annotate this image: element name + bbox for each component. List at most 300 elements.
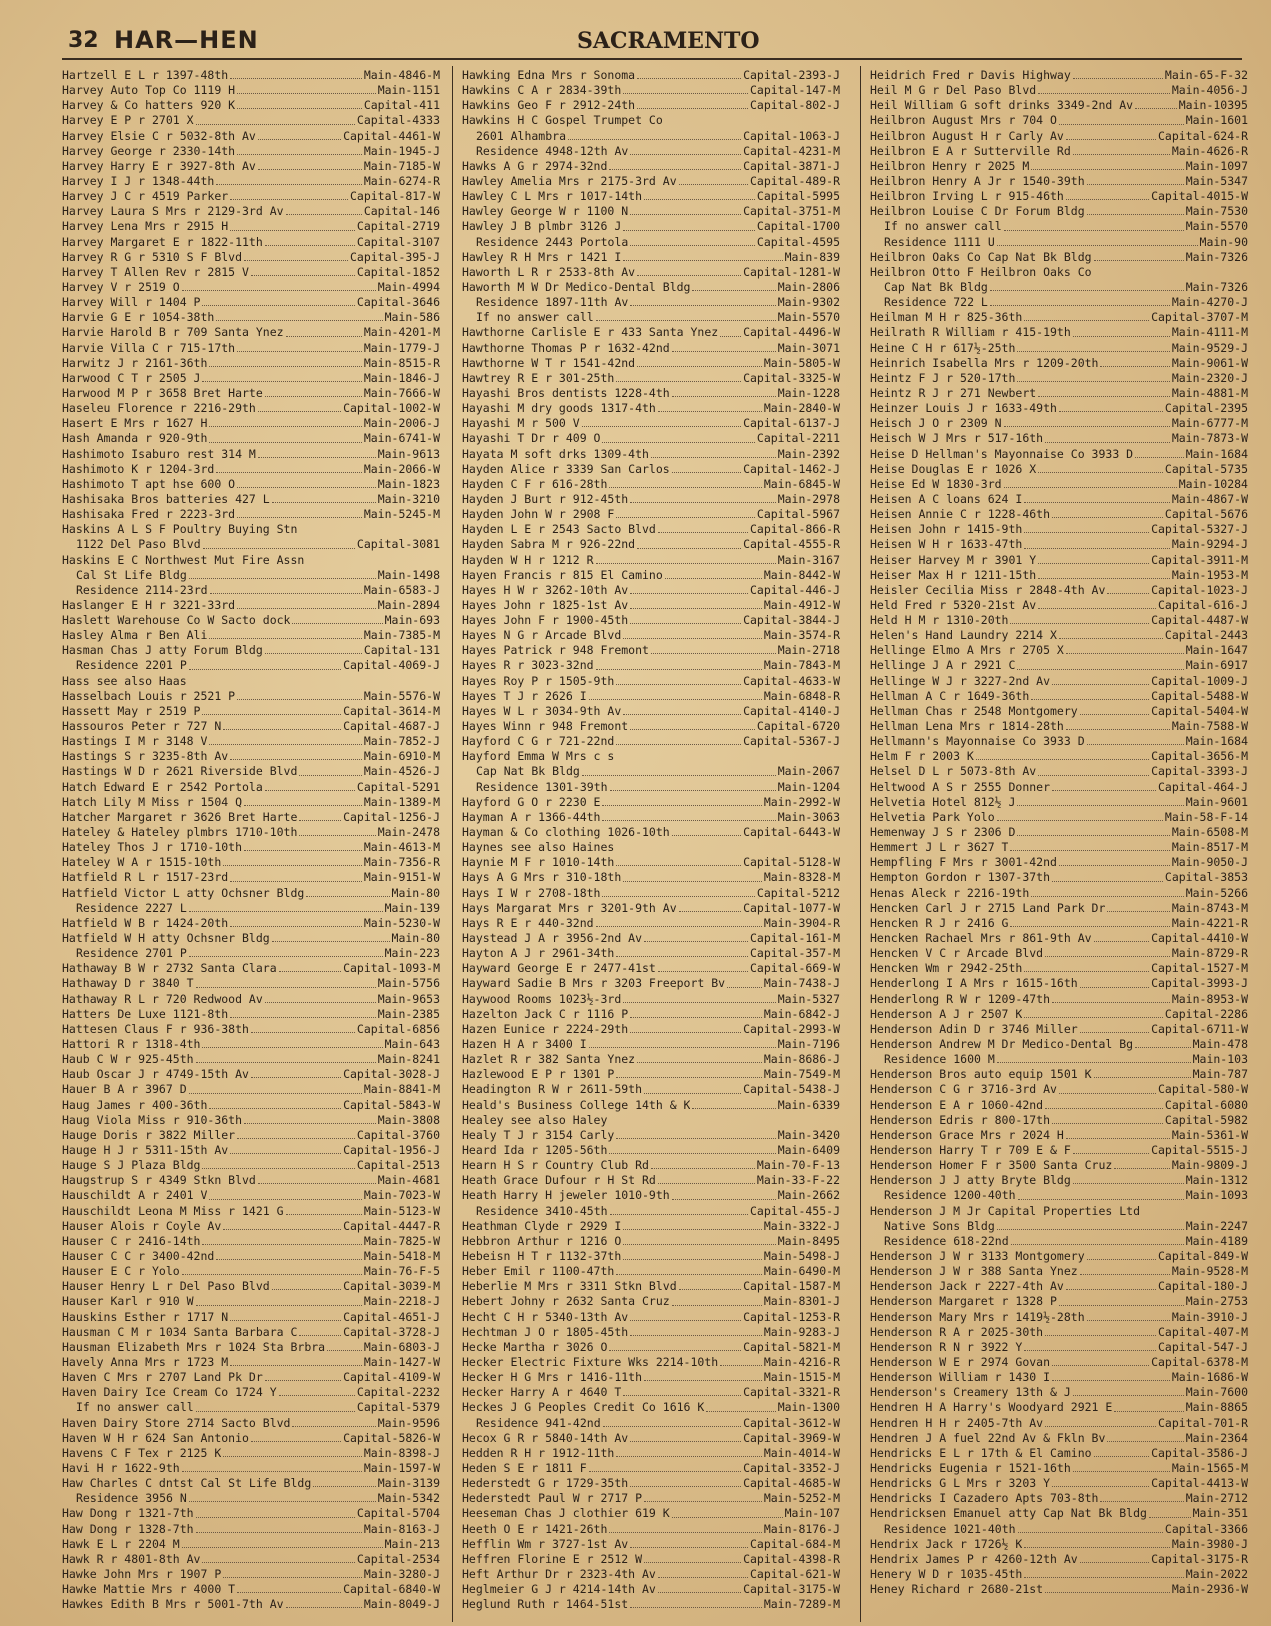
listing-phone: Capital-357-M — [749, 946, 840, 961]
listing-name: 1122 Del Paso Blvd — [76, 537, 201, 552]
leader-dots — [727, 976, 762, 987]
listing-phone: Main-1312 — [1185, 1173, 1248, 1188]
listing-entry — [870, 401, 1248, 416]
leader-dots — [202, 704, 341, 715]
leader-dots — [651, 447, 776, 458]
listing-phone: Capital-3614-M — [343, 703, 440, 718]
leader-dots — [230, 1007, 376, 1018]
listing-phone: Main-4867-W — [1171, 491, 1248, 506]
leader-dots — [210, 583, 362, 594]
listing-entry — [870, 719, 1248, 734]
listing-phone: Capital-5967 — [756, 507, 840, 522]
leader-dots — [230, 916, 362, 927]
listing-entry — [870, 1249, 1248, 1264]
listing-phone: Main-3280-J — [363, 1566, 440, 1581]
listing-phone: Main-2992-W — [763, 794, 840, 809]
listing-entry — [870, 1052, 1248, 1067]
leader-dots — [672, 825, 741, 836]
leader-dots — [651, 643, 776, 654]
listing-entry — [870, 356, 1248, 371]
listing-phone: Main-7196 — [777, 1037, 840, 1051]
listing-name: Haug Viola Miss r 910-36th — [62, 1112, 243, 1127]
listing-phone: Main-6848-R — [763, 688, 840, 703]
listing-phone: Main-3904-R — [763, 915, 840, 930]
listing-name: Helm F r 2003 K — [870, 749, 974, 764]
listing-name: Headington R W r 2611-59th — [462, 1082, 643, 1097]
listing-name: Hayes W L r 3034-9th Av — [462, 703, 622, 718]
listing-phone: Main-586 — [384, 310, 440, 325]
leader-dots — [1094, 931, 1150, 942]
leader-dots — [997, 810, 1163, 821]
leader-dots — [1073, 1143, 1149, 1154]
listing-entry — [462, 1582, 840, 1597]
leader-dots — [1073, 1461, 1170, 1472]
leader-dots — [623, 628, 762, 639]
listing-name: Hathaway D r 3840 T — [62, 976, 194, 991]
leader-dots — [1073, 144, 1170, 155]
listing-entry — [870, 371, 1248, 386]
listing-name: Held H M r 1310-20th — [870, 613, 1009, 628]
listing-phone: Main-58-F-14 — [1164, 809, 1248, 824]
listing-phone: Main-8328-M — [763, 870, 840, 885]
leader-dots — [1107, 1431, 1183, 1442]
listing-name: Harwitz J r 2161-36th — [62, 355, 208, 370]
listing-phone: Capital-4410-W — [1151, 931, 1248, 946]
listing-name: Cap Nat Bk Bldg — [884, 279, 988, 294]
page-header — [62, 28, 1242, 60]
listing-name: Haslanger E H r 3221-33rd — [62, 597, 236, 612]
listing-phone: Main-3808 — [377, 1112, 440, 1127]
leader-dots — [202, 295, 354, 306]
listing-name: Hawks A G r 2974-32nd — [462, 158, 608, 173]
listing-phone: Capital-1077-W — [743, 900, 840, 915]
listing-entry — [870, 325, 1248, 340]
listing-entry — [62, 1431, 440, 1446]
leader-dots — [623, 992, 775, 1003]
listing-entry — [870, 174, 1248, 189]
listing-entry — [870, 1431, 1248, 1446]
listing-entry — [62, 1249, 440, 1264]
leader-dots — [630, 1325, 762, 1336]
leader-dots — [230, 219, 355, 230]
listing-name: Heisch W J Mrs r 517-16th — [870, 431, 1044, 446]
listing-phone: Main-1515-M — [763, 1370, 840, 1385]
listing-entry — [462, 325, 840, 340]
listing-phone: Main-2936-W — [1171, 1582, 1248, 1597]
leader-dots — [313, 1476, 375, 1487]
leader-dots — [1100, 1491, 1183, 1502]
listing-phone: Main-9653 — [377, 991, 440, 1006]
listing-name: Haynie M F r 1010-14th — [462, 855, 615, 870]
listing-name: Harvey Lena Mrs r 2915 H — [62, 219, 229, 234]
listing-name: Henderson Jack r 2227-4th Av — [870, 1279, 1064, 1294]
listing-entry — [462, 1204, 840, 1219]
listing-entry — [870, 144, 1248, 159]
listing-name: Residence 2227 L — [76, 900, 187, 915]
listing-name: Hendricksen Emanuel atty Cap Nat Bk Bldg — [870, 1506, 1147, 1521]
listing-name: Hawley George W r 1100 N — [462, 204, 629, 219]
listing-entry — [462, 174, 840, 189]
listing-name: Hashisaka Bros batteries 427 L — [62, 491, 270, 506]
listing-phone: Main-9050-J — [1171, 855, 1248, 870]
listing-phone: Capital-4333 — [356, 113, 440, 128]
listing-phone: Main-1151 — [377, 83, 440, 98]
leader-dots — [189, 1491, 376, 1502]
listing-entry — [62, 1173, 440, 1188]
listing-entry — [462, 1113, 840, 1128]
leader-dots — [209, 416, 361, 427]
listing-entry — [62, 371, 440, 386]
listing-entry — [870, 1552, 1248, 1567]
leader-dots — [637, 98, 748, 109]
listing-phone: Capital-407-M — [1157, 1324, 1248, 1339]
listing-phone: Main-76-F-5 — [363, 1264, 440, 1279]
listing-entry — [62, 583, 440, 598]
listing-entry — [62, 295, 440, 310]
listing-name: Hayes N G r Arcade Blvd — [462, 628, 622, 643]
leader-dots — [609, 1143, 775, 1154]
listing-phone: Main-2718 — [777, 643, 840, 658]
listing-phone: Capital-2534 — [356, 1551, 440, 1566]
listing-name: Hayes John r 1825-1st Av — [462, 597, 629, 612]
listing-entry — [870, 1098, 1248, 1113]
listing-phone: Main-3980-J — [1171, 1536, 1248, 1551]
listing-name: Hasley Alma r Ben Ali — [62, 628, 208, 643]
leader-dots — [196, 113, 355, 124]
listing-name: Henery W D r 1035-45th — [870, 1566, 1023, 1581]
listing-phone: Capital-6720 — [756, 719, 840, 734]
listing-phone: Capital-3993-J — [1151, 976, 1248, 991]
listing-name: Hatch Lily M Miss r 1504 Q — [62, 794, 243, 809]
listing-entry — [870, 931, 1248, 946]
listing-entry — [62, 749, 440, 764]
listing-name: Held Fred r 5320-21st Av — [870, 597, 1037, 612]
listing-name: Hauser Karl r 910 W — [62, 1294, 194, 1309]
listing-phone: Main-8953-W — [1171, 991, 1248, 1006]
listing-entry — [462, 431, 840, 446]
leader-dots — [265, 386, 362, 397]
listing-phone: Main-2806 — [777, 279, 840, 294]
listing-entry — [870, 416, 1248, 431]
listing-entry — [870, 734, 1248, 749]
listing-name: Heltwood A S r 2555 Donner — [870, 779, 1051, 794]
listing-entry — [462, 129, 840, 144]
listing-name: Haug James r 400-36th — [62, 1097, 208, 1112]
listing-entry — [870, 1158, 1248, 1173]
listing-phone: Capital-3853 — [1164, 870, 1248, 885]
listing-entry — [62, 764, 440, 779]
listing-entry — [870, 689, 1248, 704]
listing-name: Helvetia Park Yolo — [870, 809, 995, 824]
listing-name: Healey see also Haley — [462, 1112, 608, 1127]
leader-dots — [1052, 674, 1149, 685]
listing-entry — [462, 1491, 840, 1506]
listing-entry — [462, 780, 840, 795]
listing-phone: Capital-3366 — [1164, 1521, 1248, 1536]
listing-name: Hechtman J O r 1805-45th — [462, 1324, 629, 1339]
leader-dots — [182, 1264, 362, 1275]
listing-name: Hayashi M dry goods 1317-4th — [462, 401, 656, 416]
leader-dots — [237, 1128, 355, 1139]
listing-phone: Main-2840-W — [763, 401, 840, 416]
listing-entry — [462, 1188, 840, 1203]
leader-dots — [209, 1098, 341, 1109]
listing-entry — [462, 68, 840, 83]
listing-name: Haven C Mrs r 2707 Land Pk Dr — [62, 1370, 263, 1385]
listing-name: Hashisaka Fred r 2223-3rd — [62, 507, 236, 522]
page-number: 32 — [68, 28, 99, 53]
listing-name: Hathaway B W r 2732 Santa Clara — [62, 961, 277, 976]
listing-phone: Capital-817-W — [349, 189, 440, 204]
listing-phone: Capital-5515-J — [1151, 1142, 1248, 1157]
leader-dots — [1031, 689, 1149, 700]
listing-entry — [62, 886, 440, 901]
listing-entry — [62, 341, 440, 356]
listing-entry — [870, 1188, 1248, 1203]
listing-phone: Capital-3175-W — [743, 1582, 840, 1597]
listing-name: Hatfield Victor L atty Ochsner Bldg — [62, 885, 305, 900]
leader-dots — [720, 1355, 762, 1366]
listing-name: Heine C H r 617½-25th — [870, 340, 1016, 355]
listing-name: Helvetia Hotel 812½ J — [870, 794, 1016, 809]
listing-name: Hateley & Hateley plmbrs 1710-10th — [62, 825, 298, 840]
listing-phone: Main-8841-M — [363, 1082, 440, 1097]
listing-name: Harvey I J r 1348-44th — [62, 173, 215, 188]
listing-name: Hauer B A r 3967 D — [62, 1082, 187, 1097]
listing-entry — [62, 855, 440, 870]
listing-name: Hellinge J A r 2921 C — [870, 658, 1016, 673]
listing-name: Hawkes Edith B Mrs r 5001-7th Av — [62, 1597, 284, 1612]
listing-entry — [62, 976, 440, 991]
leader-dots — [1080, 1552, 1149, 1563]
listing-name: Hendricks G L Mrs r 3203 Y — [870, 1476, 1051, 1491]
listing-phone: Capital-3393-J — [1151, 764, 1248, 779]
listing-name: Hathaway R L r 720 Redwood Av — [62, 991, 263, 1006]
leader-dots — [237, 144, 362, 155]
listing-name: Hawking Edna Mrs r Sonoma — [462, 68, 636, 82]
listing-name: Residence 618-22nd — [884, 1233, 1009, 1248]
listing-name: Henderson R N r 3922 Y — [870, 1339, 1023, 1354]
listing-entry — [62, 1325, 440, 1340]
leader-dots — [1094, 1446, 1150, 1457]
listing-name: Haven Dairy Ice Cream Co 1724 Y — [62, 1385, 277, 1400]
listing-entry — [62, 1037, 440, 1052]
listing-entry — [870, 1173, 1248, 1188]
leader-dots — [196, 1506, 355, 1517]
listing-phone: Main-213 — [384, 1536, 440, 1551]
listing-phone: Capital-4496-W — [743, 325, 840, 340]
listing-entry — [462, 356, 840, 371]
listing-entry — [462, 1249, 840, 1264]
listing-name: Hazlewood E P r 1301 P — [462, 1067, 615, 1082]
listing-name: Hatcher Margaret r 3626 Bret Harte — [62, 809, 298, 824]
listing-entry — [62, 1219, 440, 1234]
leader-dots — [644, 1491, 762, 1502]
listing-entry — [462, 734, 840, 749]
leader-dots — [244, 1113, 376, 1124]
listing-name: Hazen H A r 3400 I — [462, 1037, 587, 1051]
leader-dots — [609, 1522, 761, 1533]
leader-dots — [1045, 1416, 1156, 1427]
listing-name: Harvie Harold B r 709 Santa Ynez — [62, 325, 284, 340]
leader-dots — [672, 386, 776, 397]
listing-entry — [62, 643, 440, 658]
listing-name: Hausman Elizabeth Mrs r 1024 Sta Brbra — [62, 1339, 326, 1354]
listing-name: Heeth O E r 1421-26th — [462, 1521, 608, 1536]
listing-name: Hateley W A r 1515-10th — [62, 855, 222, 870]
listing-entry — [62, 1264, 440, 1279]
listing-phone: Capital-5821-M — [743, 1339, 840, 1354]
leader-dots — [1010, 613, 1149, 624]
listing-name: Hayden Sabra M r 926-22nd — [462, 537, 636, 552]
listing-phone: Main-3322-J — [763, 1218, 840, 1233]
listing-phone: Main-7385-M — [363, 628, 440, 643]
leader-dots — [630, 583, 748, 594]
leader-dots — [1052, 1370, 1170, 1381]
listing-name: Helen's Hand Laundry 2214 X — [870, 628, 1057, 643]
listing-name: Heilbron Otto F Heilbron Oaks Co — [870, 264, 1092, 279]
listing-entry — [462, 235, 840, 250]
leader-dots — [623, 219, 755, 230]
listing-name: Haskins A L S F Poultry Buying Stn — [62, 522, 298, 537]
listing-entry — [870, 68, 1248, 83]
listing-name: Hawley R H Mrs r 1421 I — [462, 249, 622, 264]
listing-entry — [870, 431, 1248, 446]
leader-dots — [286, 1204, 362, 1215]
listing-name: Henderson Mary Mrs r 1419½-28th — [870, 1309, 1085, 1324]
leader-dots — [216, 174, 362, 185]
leader-dots — [286, 204, 362, 215]
listing-name: Heney Richard r 2680-21st — [870, 1582, 1044, 1597]
listing-phone: Capital-6378-M — [1151, 1354, 1248, 1369]
listing-entry — [870, 780, 1248, 795]
leader-dots — [1149, 1506, 1191, 1517]
listing-phone: Main-4846-M — [363, 68, 440, 82]
listing-name: Hatch Edward E r 2542 Portola — [62, 779, 263, 794]
listing-name: Harvey George r 2330-14th — [62, 143, 236, 158]
listing-name: Hasert E Mrs r 1627 H — [62, 416, 208, 431]
listing-entry — [870, 159, 1248, 174]
listing-phone: Capital-2211 — [756, 431, 840, 446]
listing-name: 2601 Alhambra — [476, 128, 567, 143]
listing-name: Hazlet R r 382 Santa Ynez — [462, 1052, 636, 1067]
listing-entry — [870, 280, 1248, 295]
listing-entry — [462, 144, 840, 159]
listing-phone: Main-223 — [384, 946, 440, 961]
listing-entry — [870, 1325, 1248, 1340]
listing-name: Haugstrup S r 4349 Stkn Blvd — [62, 1173, 256, 1188]
leader-dots — [997, 1052, 1191, 1063]
listing-name: Heilbron Oaks Co Cap Nat Bk Bldg — [870, 249, 1092, 264]
listing-phone: Main-80 — [391, 931, 440, 946]
listing-phone: Main-7438-J — [763, 976, 840, 991]
listing-entry — [62, 1234, 440, 1249]
listing-entry — [870, 1506, 1248, 1521]
leader-dots — [265, 643, 362, 654]
leader-dots — [237, 477, 376, 488]
listing-phone: Main-2978 — [777, 491, 840, 506]
listing-name: Harvey Will r 1404 P — [62, 295, 201, 310]
listing-entry — [870, 1234, 1248, 1249]
leader-dots — [609, 1340, 741, 1351]
leader-dots — [1038, 83, 1170, 94]
leader-dots — [299, 825, 375, 836]
listing-name: Heiser Max H r 1211-15th — [870, 567, 1037, 582]
listing-name: Heidrich Fred r Davis Highway — [870, 68, 1071, 82]
leader-dots — [623, 1385, 741, 1396]
leader-dots — [1038, 462, 1163, 473]
listing-phone: Capital-6137-J — [743, 416, 840, 431]
leader-dots — [602, 886, 754, 897]
listing-entry — [462, 1007, 840, 1022]
leader-dots — [623, 870, 762, 881]
leader-dots — [997, 1219, 1184, 1230]
listing-name: Haworth M W Dr Medico-Dental Bldg — [462, 279, 691, 294]
listing-name: Hayashi T Dr r 409 O — [462, 431, 601, 446]
leader-dots — [203, 537, 355, 548]
listing-phone: Main-1823 — [377, 476, 440, 491]
leader-dots — [658, 1582, 741, 1593]
listing-name: Henderson J M Jr Capital Properties Ltd — [870, 1203, 1141, 1218]
leader-dots — [1073, 1385, 1184, 1396]
listing-entry — [462, 916, 840, 931]
leader-dots — [1066, 643, 1184, 654]
leader-dots — [1038, 553, 1149, 564]
listing-entry — [462, 1461, 840, 1476]
listing-name: Hecke Martha r 3026 O — [462, 1339, 608, 1354]
leader-dots — [589, 689, 762, 700]
listing-name: Heiser Harvey M r 3901 Y — [870, 552, 1037, 567]
listing-phone: Main-6910-M — [363, 749, 440, 764]
listing-name: Cal St Life Bldg — [76, 567, 187, 582]
listing-entry — [462, 1234, 840, 1249]
listing-entry — [62, 1128, 440, 1143]
listing-name: Hattori R r 1318-4th — [62, 1037, 201, 1051]
listing-name: Hazen Eunice r 2224-29th — [462, 1021, 629, 1036]
leader-dots — [1073, 325, 1170, 336]
listing-name: Hashimoto K r 1204-3rd — [62, 461, 215, 476]
listing-phone: Main-7852-J — [363, 734, 440, 749]
listing-entry — [870, 522, 1248, 537]
listing-entry — [62, 901, 440, 916]
listing-phone: Capital-6080 — [1164, 1097, 1248, 1112]
listing-name: Hederstedt Paul W r 2717 P — [462, 1491, 643, 1506]
leader-dots — [630, 235, 755, 246]
listing-entry — [870, 1400, 1248, 1415]
leader-dots — [644, 189, 755, 200]
listing-phone: Main-8176-J — [763, 1521, 840, 1536]
listing-name: Hellinge W J r 3227-2nd Av — [870, 673, 1051, 688]
listing-entry — [462, 98, 840, 113]
leader-dots — [237, 1582, 341, 1593]
listing-entry — [870, 1385, 1248, 1400]
listing-entry — [870, 1219, 1248, 1234]
listing-name: Heintz F J r 520-17th — [870, 370, 1016, 385]
leader-dots — [299, 810, 341, 821]
city-title: SACRAMENTO — [577, 28, 760, 54]
listing-entry — [462, 83, 840, 98]
listing-entry — [62, 325, 440, 340]
listing-name: Hauge S J Plaza Bldg — [62, 1158, 201, 1173]
listing-phone: Capital-4685-W — [743, 1476, 840, 1491]
listing-name: Heisen A C loans 624 I — [870, 491, 1023, 506]
leader-dots — [327, 1340, 362, 1351]
listing-entry — [62, 431, 440, 446]
leader-dots — [1100, 356, 1169, 367]
listing-phone: Main-1601 — [1185, 113, 1248, 128]
listing-name: Hash Amanda r 920-9th — [62, 431, 208, 446]
listing-phone: Main-1686-W — [1171, 1370, 1248, 1385]
